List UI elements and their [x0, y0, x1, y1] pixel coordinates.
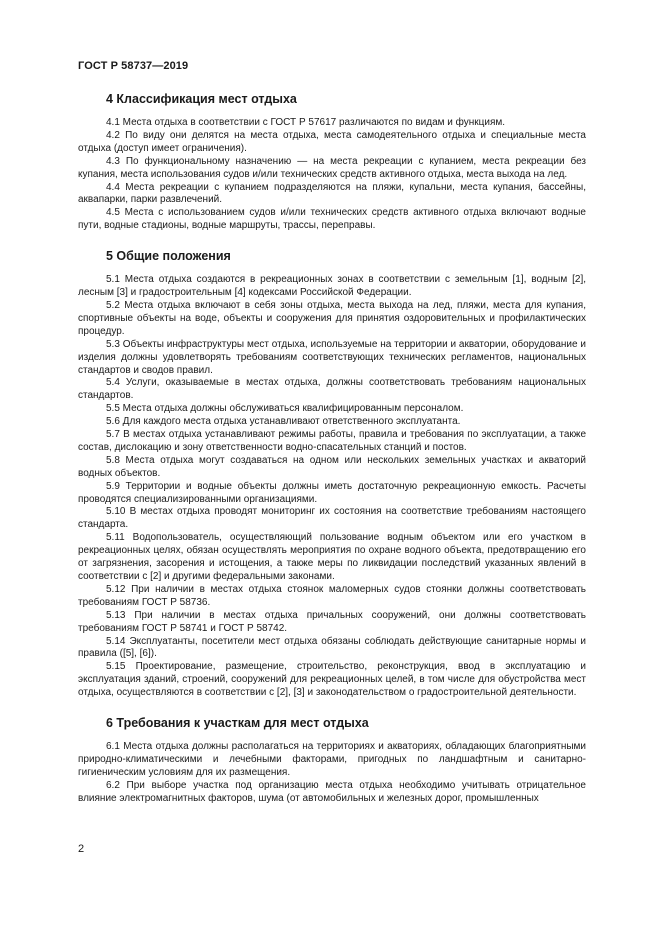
paragraph-5-9: 5.9 Территории и водные объекты должны иметь достаточную рекреационную емкость. Расчеты проводятся специализированными организациями.	[78, 480, 586, 505]
paragraph-4-5: 4.5 Места с использованием судов и/или технических средств активного отдыха включают водные пути, водные стадионы, водные маршруты, трассы, переправы.	[78, 207, 586, 232]
paragraph-5-14: 5.14 Эксплуатанты, посетители мест отдыха обязаны соблюдать действующие санитарные нормы и правила ([5], [6]).	[78, 635, 586, 660]
paragraph-5-13: 5.13 При наличии в местах отдыха причальных сооружений, они должны соответствовать требованиям ГОСТ Р 58741 и ГОСТ Р 58742.	[78, 609, 586, 634]
paragraph-4-2: 4.2 По виду они делятся на места отдыха, места самодеятельного отдыха и специальные места отдыха (доступ имеет ограничения).	[78, 129, 586, 154]
section-4-classification	[78, 91, 586, 233]
paragraph-5-12: 5.12 При наличии в местах отдыха стоянок маломерных судов стоянки должны соответствовать требованиям ГОСТ Р 58736.	[78, 583, 586, 608]
section-6-site-requirements	[78, 715, 586, 806]
section-5-general-provisions	[78, 248, 586, 700]
paragraph-4-1: 4.1 Места отдыха в соответствии с ГОСТ Р 57617 различаются по видам и функциям.	[106, 117, 506, 128]
paragraph-5-7: 5.7 В местах отдыха устанавливают режимы работы, правила и требования по эксплуатации, а также состав, дислокацию и зону ответственности водно-спасательных станций и постов.	[78, 429, 586, 453]
paragraph-4-4: 4.4 Места рекреации с купанием подразделяются на пляжи, купальни, места купания, бассейны, аквапарки, парки развлечений.	[78, 181, 586, 206]
paragraph-5-1: 5.1 Места отдыха создаются в рекреационных зонах в соответствии с земельным [1], водным [2], лесным [3] и градостроительным [4] кодексами Российской Федерации.	[78, 274, 586, 299]
paragraph-6-1: 6.1 Места отдыха должны располагаться на территориях и акваториях, обладающих благоприятными природно-климатическими и лечебными факторами, пригодных по ландшафтным и санитарно-гигиеническим условиям для их размещения.	[78, 741, 586, 778]
document-body	[78, 91, 586, 806]
paragraph-5-2: 5.2 Места отдыха включают в себя зоны отдыха, места выхода на лед, пляжи, места для купания, спортивные объекты на воде, объекты и сооружения для принятия оздоровительных и профилактических процедур.	[78, 299, 586, 337]
paragraph-6-2: 6.2 При выборе участка под организацию места отдыха необходимо учитывать отрицательное влияние электромагнитных факторов, шума (от автомобильных и железных дорог, промышленных	[78, 779, 586, 804]
paragraph-5-10: 5.10 В местах отдыха проводят мониторинг их состояния на соответствие требованиям настоящего стандарта.	[78, 506, 586, 531]
paragraph-5-15: 5.15 Проектирование, размещение, строительство, реконструкция, ввод в эксплуатацию и эксплуатация зданий, строений, сооружений для рекреационных целей, в том числе для обустройства мест отдыха, осуществляются в соответствии с [2], [3] и законодательством о градостроительной деятельности.	[78, 661, 586, 699]
page-header-standard-code: ГОСТ Р 58737—2019	[78, 60, 189, 72]
section-title: 4 Классификация мест отдыха	[106, 92, 297, 106]
section-title: 6 Требования к участкам для мест отдыха	[106, 716, 369, 731]
paragraph-5-4: 5.4 Услуги, оказываемые в местах отдыха, должны соответствовать требованиям национальных стандартов.	[78, 377, 586, 402]
paragraph-5-11: 5.11 Водопользователь, осуществляющий пользование водным объектом или его участком в рекреационных целях, обязан осуществлять мероприятия по охране водного объекта, предотвращению его от загрязнения, засорения и истощения, а также меры по ликвидации последствий указанных явлений в соответствии с [2] и другими федеральными законами.	[78, 532, 586, 582]
paragraph-5-5: 5.5 Места отдыха должны обслуживаться квалифицированным персоналом.	[106, 403, 464, 415]
page-number: 2	[78, 843, 85, 855]
paragraph-5-8: 5.8 Места отдыха могут создаваться на одном или нескольких земельных участках и акваторий водных объектов.	[78, 454, 586, 479]
section-title: 5 Общие положения	[106, 249, 231, 264]
paragraph-5-3: 5.3 Объекты инфраструктуры мест отдыха, используемые на территории и акватории, оборудование и изделия должны удовлетворять требованиям соответствующих технических регламентов, национальных стандартов и сводов правил.	[78, 338, 586, 376]
paragraph-4-3: 4.3 По функциональному назначению — на места рекреации с купанием, места рекреации без купания, места использования судов и/или технических средств активного отдыха, места выхода на лед.	[78, 155, 586, 180]
paragraph-5-6: 5.6 Для каждого места отдыха устанавливают ответственного эксплуатанта.	[106, 416, 461, 428]
